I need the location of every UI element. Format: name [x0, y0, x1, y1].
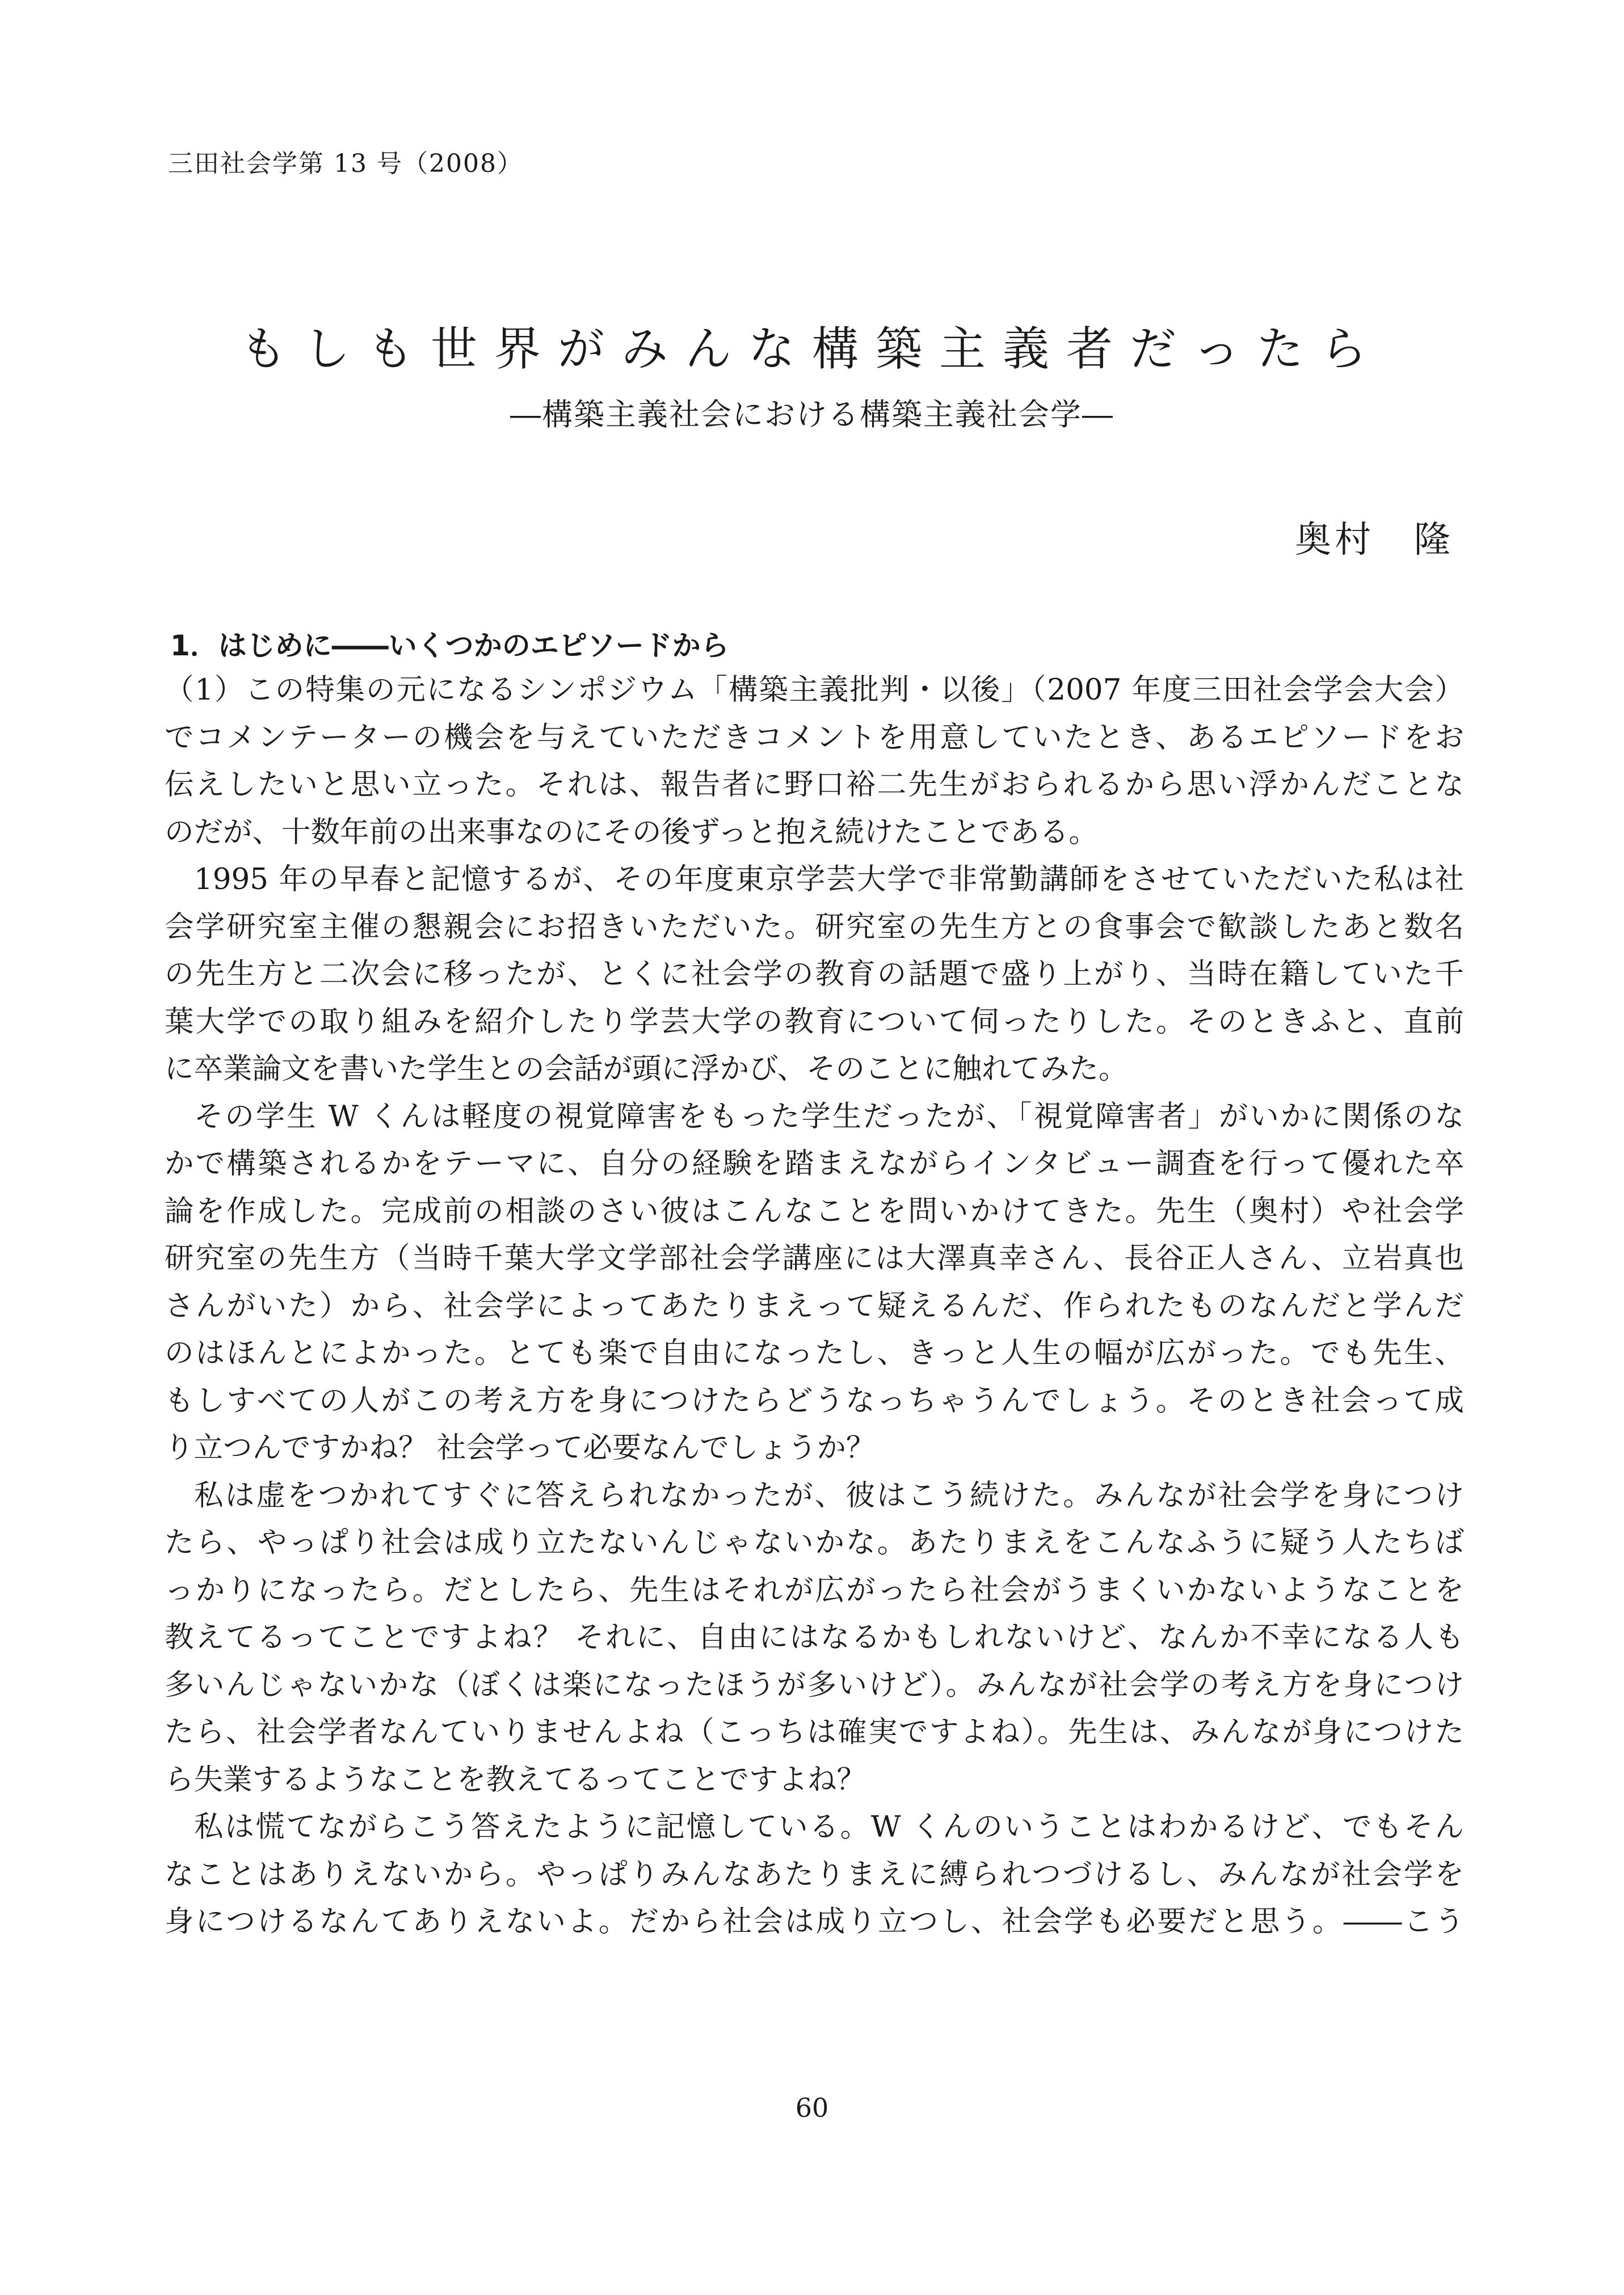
- text-line: 伝えしたいと思い立った。それは、報告者に野口裕二先生がおられるから思い浮かんだことな: [165, 768, 1464, 802]
- article-title: もしも世界がみんな構築主義者だったら: [239, 322, 1384, 376]
- text-line: 身につけるなんてありえないよ。だから社会は成り立つし、社会学も必要だと思う。――こう: [165, 1905, 1464, 1939]
- text-line: 会学研究室主催の懇親会にお招きいただいた。研究室の先生方との食事会で歓談したあと数名: [165, 909, 1464, 944]
- text-line: 葉大学での取り組みを紹介したり学芸大学の教育について伺ったりした。そのときふと、直前: [165, 1004, 1464, 1039]
- text-line: ら失業するようなことを教えてるってことですよね？: [165, 1762, 866, 1797]
- text-line: 多いんじゃないかな（ぼくは楽になったほうが多いけど）。みんなが社会学の考え方を身につけ: [165, 1667, 1464, 1702]
- text-line: 私は虚をつかれてすぐに答えられなかったが、彼はこう続けた。みんなが社会学を身につけ: [194, 1478, 1464, 1513]
- section-heading: 1．はじめに――いくつかのエピソードから: [170, 629, 729, 662]
- text-line: 論を作成した。完成前の相談のさい彼はこんなことを問いかけてきた。先生（奥村）や社会学: [165, 1194, 1464, 1228]
- text-line: たら、社会学者なんていりませんよね（こっちは確実ですよね）。先生は、みんなが身につけた: [165, 1715, 1464, 1749]
- text-line: に卒業論文を書いた学生との会話が頭に浮かび、そのことに触れてみた。: [165, 1052, 1128, 1086]
- text-line: 研究室の先生方（当時千葉大学文学部社会学講座には大澤真幸さん、長谷正人さん、立岩真也: [165, 1241, 1464, 1275]
- body-text: [165, 667, 1464, 1946]
- author-name: 奥村 隆: [1295, 519, 1454, 561]
- page-number: 60: [795, 2092, 829, 2123]
- text-line: 教えてるってことですよね？ それに、自由にはなるかもしれないけど、なんか不幸になる人も: [165, 1620, 1464, 1654]
- text-line: のはほんとによかった。とても楽で自由になったし、きっと人生の幅が広がった。でも先生、: [165, 1336, 1464, 1370]
- text-line: その学生 W くんは軽度の視覚障害をもった学生だったが、「視覚障害者」がいかに関係のな: [194, 1099, 1464, 1134]
- text-line: （1）この特集の元になるシンポジウム「構築主義批判・以後」（2007 年度三田社会学会大会）: [165, 673, 1464, 707]
- text-line: っかりになったら。だとしたら、先生はそれが広がったら社会がうまくいかないようなことを: [165, 1573, 1464, 1607]
- text-line: かで構築されるかをテーマに、自分の経験を踏まえながらインタビュー調査を行って優れた卒: [165, 1147, 1464, 1181]
- text-line: 私は慌てながらこう答えたように記憶している。W くんのいうことはわかるけど、でもそん: [194, 1810, 1464, 1844]
- text-line: 1995 年の早春と記憶するが、その年度東京学芸大学で非常勤講師をさせていただいた私は社: [194, 862, 1464, 896]
- text-line: り立つんですかね？ 社会学って必要なんでしょうか？: [165, 1431, 876, 1465]
- text-line: たら、やっぱり社会は成り立たないんじゃないかな。あたりまえをこんなふうに疑う人たちば: [165, 1526, 1464, 1560]
- text-line: さんがいた）から、社会学によってあたりまえって疑えるんだ、作られたものなんだと学んだ: [165, 1288, 1464, 1323]
- text-line: のだが、十数年前の出来事なのにその後ずっと抱え続けたことである。: [165, 815, 1098, 849]
- article-subtitle: ―構築主義社会における構築主義社会学―: [510, 397, 1114, 432]
- journal-header: 三田社会学第 13 号（2008）: [168, 149, 523, 178]
- text-line: なことはありえないから。やっぱりみんなあたりまえに縛られつづけるし、みんなが社会学を: [165, 1857, 1464, 1892]
- text-line: でコメンテーターの機会を与えていただきコメントを用意していたとき、あるエピソードをお: [165, 720, 1464, 755]
- text-line: の先生方と二次会に移ったが、とくに社会学の教育の話題で盛り上がり、当時在籍していた千: [165, 957, 1464, 991]
- text-line: もしすべての人がこの考え方を身につけたらどうなっちゃうんでしょう。そのとき社会って成: [165, 1383, 1464, 1418]
